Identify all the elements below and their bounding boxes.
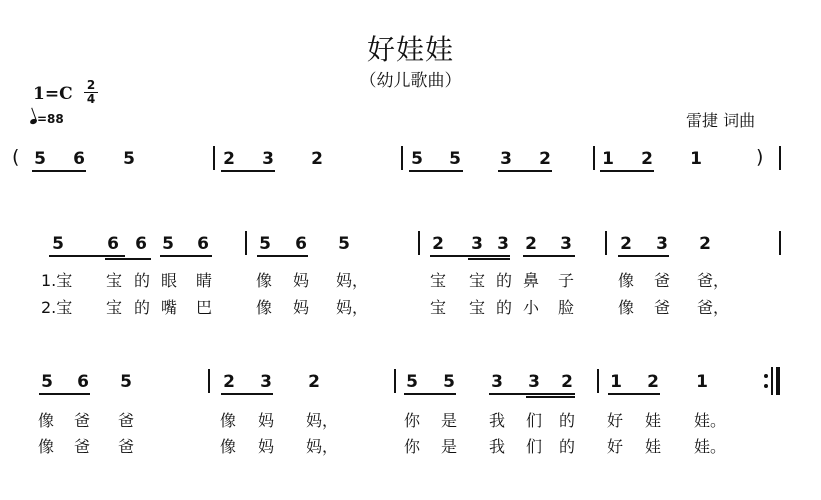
eighth-underline [39,393,90,395]
note: 6 [73,149,85,169]
lyric: 的 [559,411,576,430]
lyric: 爸 [118,437,135,456]
note: 2 [620,234,632,254]
lyric: 妈， [306,411,339,430]
lyric: 宝 [106,298,123,317]
note: 6 [107,234,119,254]
note: 2 [539,149,551,169]
key-signature: 1=C [33,84,73,104]
note: 3 [491,372,503,392]
time-signature-bottom: 4 [86,92,96,106]
eighth-underline [409,170,463,172]
lyric: 妈， [306,437,339,456]
note: 1 [610,372,622,392]
lyric: 鼻 [523,271,540,290]
lyric: 妈 [293,271,310,290]
note: 6 [77,372,89,392]
bar-line [779,146,781,170]
note: 5 [123,149,135,169]
lyric: 我 [489,437,506,456]
credit: 雷捷 词曲 [686,111,756,130]
bar-line [779,231,781,255]
lyric: 我 [489,411,506,430]
lyric: 像 [618,298,635,317]
bar-line [597,369,599,393]
time-signature-top: 2 [86,78,96,92]
lyric: 宝 [469,298,486,317]
lyric: 爸 [74,411,91,430]
lyric: 娃。 [694,411,727,430]
note: 2 [308,372,320,392]
note: 5 [443,372,455,392]
note: 2 [311,149,323,169]
bar-line [245,231,247,255]
bar-line [394,369,396,393]
close-paren: ) [756,146,764,168]
note: 1 [690,149,702,169]
note: 3 [528,372,540,392]
lyric: 像 [256,271,273,290]
lyric: 妈， [336,271,369,290]
note: 3 [471,234,483,254]
note: 5 [411,149,423,169]
note: 2 [223,372,235,392]
lyric: 你 [404,411,421,430]
lyric: 妈 [258,411,275,430]
lyric: 巴 [196,298,213,317]
sixteenth-underline [105,258,151,260]
note: 6 [197,234,209,254]
eighth-underline [523,255,575,257]
lyric: 们 [526,411,543,430]
note: 6 [295,234,307,254]
eighth-underline [600,170,654,172]
lyric: 爸， [697,298,730,317]
eighth-underline [49,255,125,257]
song-title: 好娃娃 [366,33,454,66]
lyric: 爸 [118,411,135,430]
song-subtitle: （幼儿歌曲） [359,71,462,91]
bar-line [593,146,595,170]
eighth-underline [430,255,510,257]
lyric: 爸 [74,437,91,456]
eighth-underline [257,255,308,257]
note: 5 [34,149,46,169]
lyric: 像 [220,411,237,430]
lyric: 子 [558,271,575,290]
lyric: 们 [526,437,543,456]
eighth-underline [221,393,273,395]
lyric: 像 [38,411,55,430]
lyric: 嘴 [161,298,178,317]
note: 1 [696,372,708,392]
note: 2 [525,234,537,254]
lyric: 是 [441,411,458,430]
lyric: 眼 [161,271,178,290]
note: 2 [223,149,235,169]
lyric: 妈 [258,437,275,456]
tempo-marking [30,112,64,126]
lyric: 爸 [654,271,671,290]
eighth-underline [618,255,669,257]
eighth-underline [404,393,456,395]
lyric: 2.宝 [41,298,73,317]
lyric: 像 [618,271,635,290]
lyric: 的 [559,437,576,456]
eighth-underline [608,393,660,395]
lyric: 娃。 [694,437,727,456]
note: 5 [52,234,64,254]
tempo-value: =88 [37,112,64,126]
note: 3 [656,234,668,254]
eighth-underline [489,393,575,395]
note: 5 [162,234,174,254]
lyric: 娃 [645,437,662,456]
lyric: 宝 [469,271,486,290]
note: 5 [338,234,350,254]
repeat-dot [764,374,768,378]
bar-line [208,369,210,393]
lyric: 1.宝 [41,271,73,290]
time-signature [84,79,98,106]
eighth-underline [160,255,212,257]
note: 3 [497,234,509,254]
bar-line [401,146,403,170]
lyric: 爸 [654,298,671,317]
lyric: 的 [134,298,151,317]
lyric: 像 [220,437,237,456]
lyric: 好 [607,411,624,430]
note: 5 [41,372,53,392]
note: 2 [432,234,444,254]
lyric: 的 [134,271,151,290]
lyric: 脸 [558,298,575,317]
note: 2 [641,149,653,169]
note: 3 [260,372,272,392]
eighth-underline [221,170,275,172]
lyric: 娃 [645,411,662,430]
note: 5 [259,234,271,254]
eighth-underline [32,170,86,172]
note: 3 [560,234,572,254]
lyric: 爸， [697,271,730,290]
note: 5 [406,372,418,392]
lyric: 的 [496,298,513,317]
lyric: 像 [256,298,273,317]
bar-line [418,231,420,255]
open-paren: ( [12,146,20,168]
repeat-dot [764,384,768,388]
lyric: 妈 [293,298,310,317]
note: 5 [120,372,132,392]
repeat-thick-bar [776,367,780,395]
lyric: 小 [523,298,540,317]
lyric: 是 [441,437,458,456]
lyric: 好 [607,437,624,456]
lyric: 宝 [430,298,447,317]
eighth-underline [498,170,552,172]
lyric: 宝 [430,271,447,290]
note: 1 [602,149,614,169]
lyric: 宝 [106,271,123,290]
bar-line [605,231,607,255]
note: 2 [561,372,573,392]
sixteenth-underline [526,396,575,398]
lyric: 睛 [196,271,213,290]
note: 3 [262,149,274,169]
lyric: 妈， [336,298,369,317]
lyric: 的 [496,271,513,290]
note: 5 [449,149,461,169]
lyric: 像 [38,437,55,456]
bar-line [213,146,215,170]
note: 2 [647,372,659,392]
note: 3 [500,149,512,169]
note: 6 [135,234,147,254]
sixteenth-underline [468,258,510,260]
lyric: 你 [404,437,421,456]
note: 2 [699,234,711,254]
repeat-thin-bar [771,367,773,395]
